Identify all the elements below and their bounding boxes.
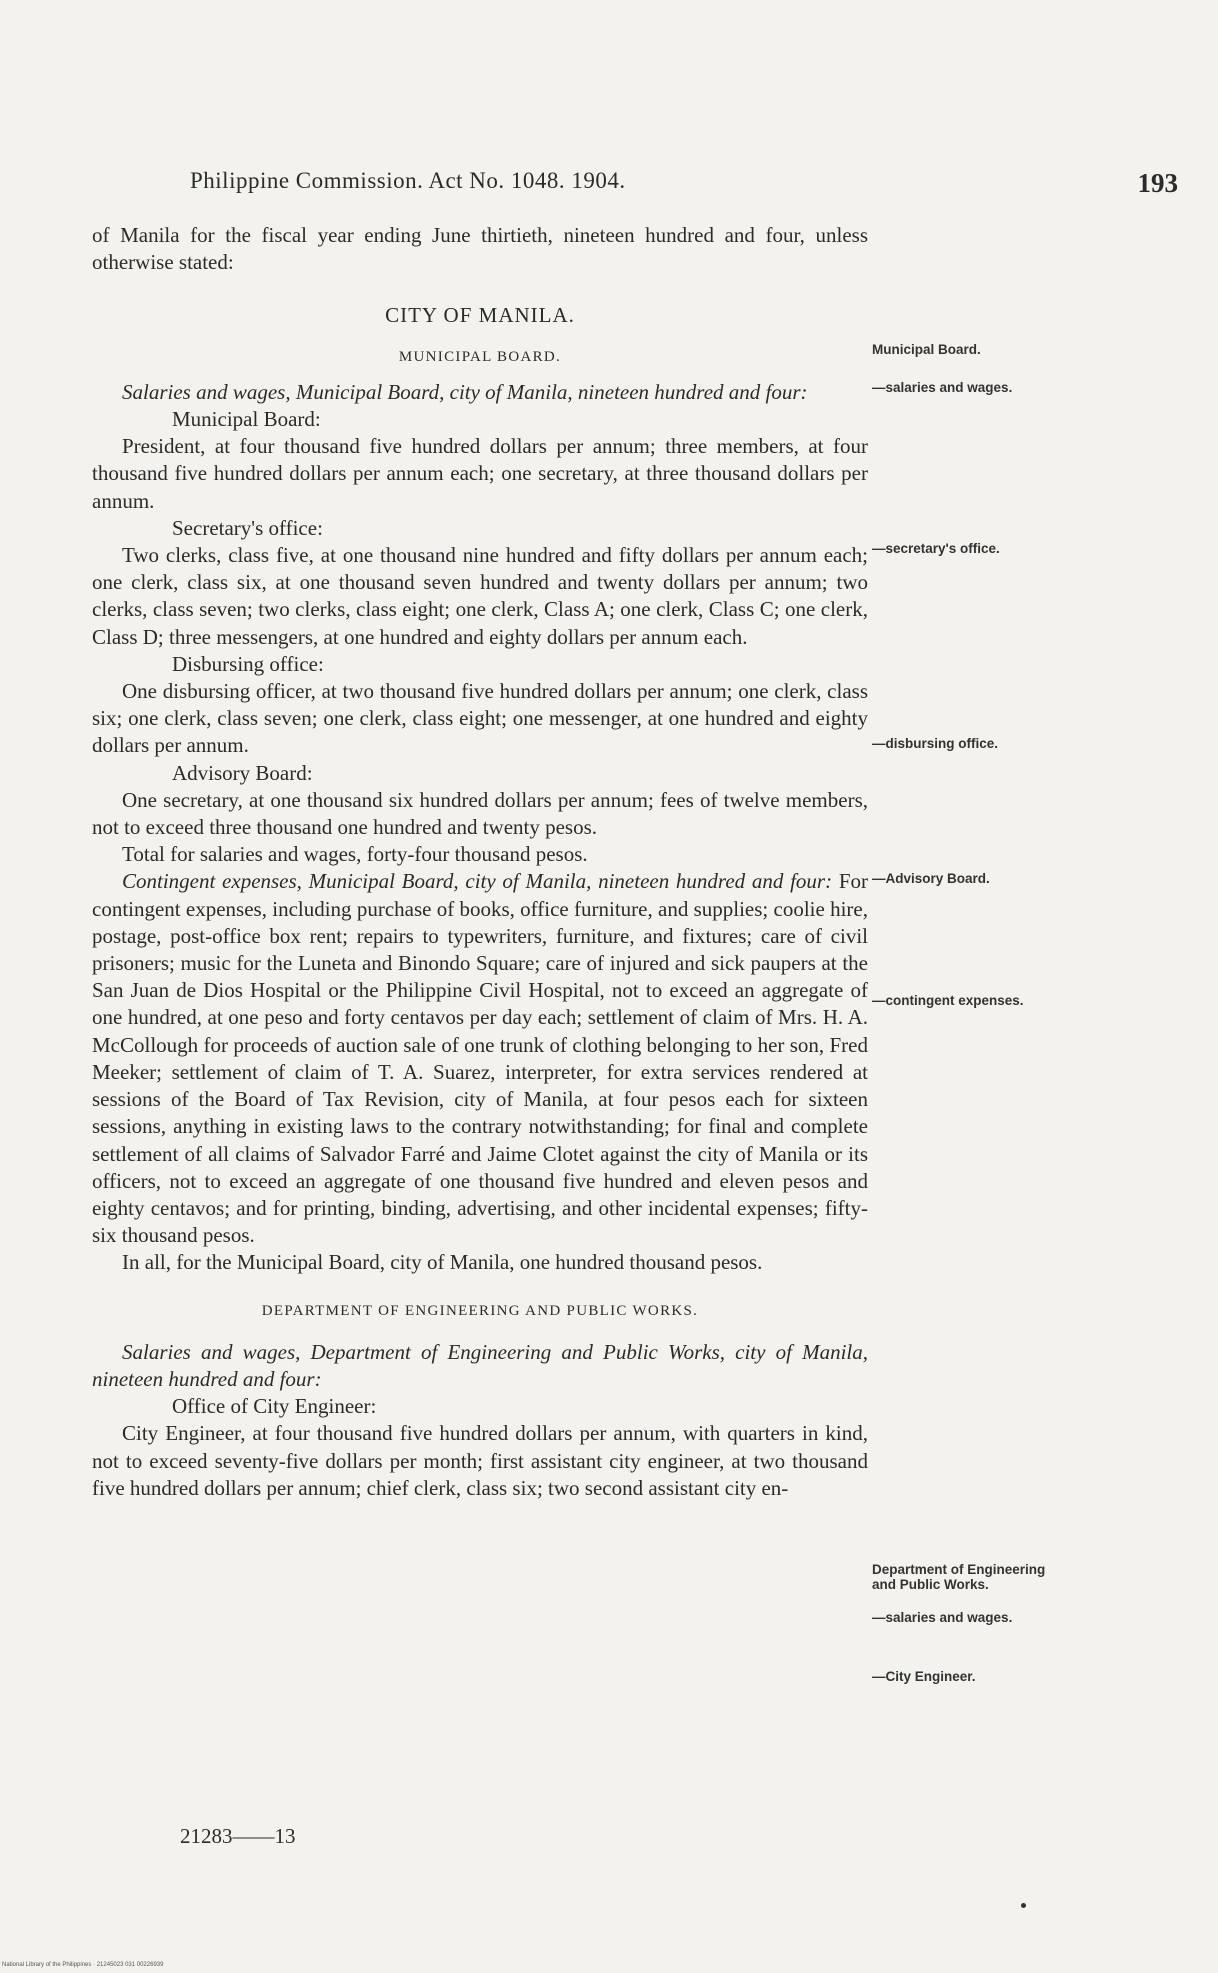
board-heading: MUNICIPAL BOARD. [398,348,562,365]
salaries-eng-title: Salaries and wages, Department of Engineering and Public Works, city of Manila, nineteen hundred and four: [92,1339,868,1391]
contingent-text: For contingent expenses, including purchase of books, office furniture, and supplies; coolie hire, postage, post-office box rent; repairs to typewriters, furniture, and fixtures; care of civil prisoners; music for the Luneta and Binondo Square; care of injured and sick paupers at the San Juan de Dios Hospital or the Philippine Civil Hospital, not to exceed an aggregate of one hundred, at one peso and forty centavos per day each; settlement of claim of Mrs. H. A. McCollough for proceeds of auction sale of one trunk of clothing belonging to her son, Fred Meeker; settlement of claim of T. A. Suarez, interpreter, for extra services rendered at sessions of the Board of Tax Revision, city of Manila, at four pesos each for sixteen sessions, anything in existing laws to the contrary notwithstanding; for final and complete settlement of all claims of Salvador Farré and Jaime Clotet against the city of Manila or its officers, not to exceed an aggregate of one thousand five hundred and eleven pesos and eighty centavos; and for printing, binding, advertising, and other incidental expenses; fifty-six thousand pesos. [92,869,868,1248]
margin-note-dept-engineering: Department of Engineering and Public Works. [872,1562,1046,1592]
intro-paragraph: of Manila for the fiscal year ending June thirtieth, nineteen hundred and four, unless otherwise stated: [92,223,868,275]
contingent-paragraph [92,868,868,1249]
in-all-total: In all, for the Municipal Board, city of Manila, one hundred thousand pesos. [122,1250,763,1275]
margin-note-municipal-board: Municipal Board. [872,342,981,357]
advisory-label: Advisory Board: [172,760,313,785]
margin-note-contingent: —contingent expenses. [872,993,1024,1008]
page-number: 193 [1137,168,1178,198]
municipal-board-text: President, at four thousand five hundred dollars per annum; three members, at four thousand five hundred dollars per annum each; one secretary, at three thousand dollars per annum. [92,434,868,513]
total-salaries: Total for salaries and wages, forty-four thousand pesos. [122,842,588,867]
margin-note-advisory-board: —Advisory Board. [872,871,990,886]
signature-mark: 21283——13 [180,1824,296,1848]
margin-note-salaries-wages: —salaries and wages. [872,380,1013,395]
city-heading: CITY OF MANILA. [385,303,575,328]
margin-note-eng-salaries: —salaries and wages. [872,1610,1013,1625]
city-engineer-text: City Engineer, at four thousand five hundred dollars per annum, with quarters in kind, not to exceed seventy-five dollars per month; first assistant city engineer, at two thousand five hundred dollars per annum; chief clerk, class six; two second assistant city en- [92,1421,868,1500]
advisory-text: One secretary, at one thousand six hundred dollars per annum; fees of twelve members, not to exceed three thousand one hundred and twenty pesos. [92,787,868,840]
municipal-board-label: Municipal Board: [172,407,321,432]
scan-label: National Library of the Philippines · 21245023 031 00226939 [2,1962,164,1968]
salaries-board-title: Salaries and wages, Municipal Board, city of Manila, nineteen hundred and four: [122,379,808,404]
running-head: Philippine Commission. Act No. 1048. 1904. [190,168,626,193]
disbursing-text: One disbursing officer, at two thousand five hundred dollars per annum; one clerk, class six; one clerk, class seven; one clerk, class eight; one messenger, at one hundred and eighty dollars per annum. [92,679,868,758]
disbursing-label: Disbursing office: [172,651,324,676]
secretary-text: Two clerks, class five, at one thousand nine hundred and fifty dollars per annum each; one clerk, class six, at one thousand seven hundred and twenty dollars per annum; two clerks, class seven; two clerks, class eight; one clerk, Class A; one clerk, Class C; one clerk, Class D; three messengers, at one hundred and eighty dollars per annum each. [92,543,868,649]
contingent-title: Contingent expenses, Municipal Board, city of Manila, nineteen hundred and four: [122,869,833,894]
ink-speck [1021,1903,1026,1908]
margin-note-secretary-office: —secretary's office. [872,541,1000,556]
body-column [92,222,868,1502]
city-engineer-label: Office of City Engineer: [172,1394,377,1419]
margin-note-city-engineer: —City Engineer. [872,1669,976,1684]
secretary-label: Secretary's office: [172,515,323,540]
engineering-heading: DEPARTMENT OF ENGINEERING AND PUBLIC WORKS. [261,1302,699,1319]
margin-note-disbursing-office: —disbursing office. [872,736,999,751]
